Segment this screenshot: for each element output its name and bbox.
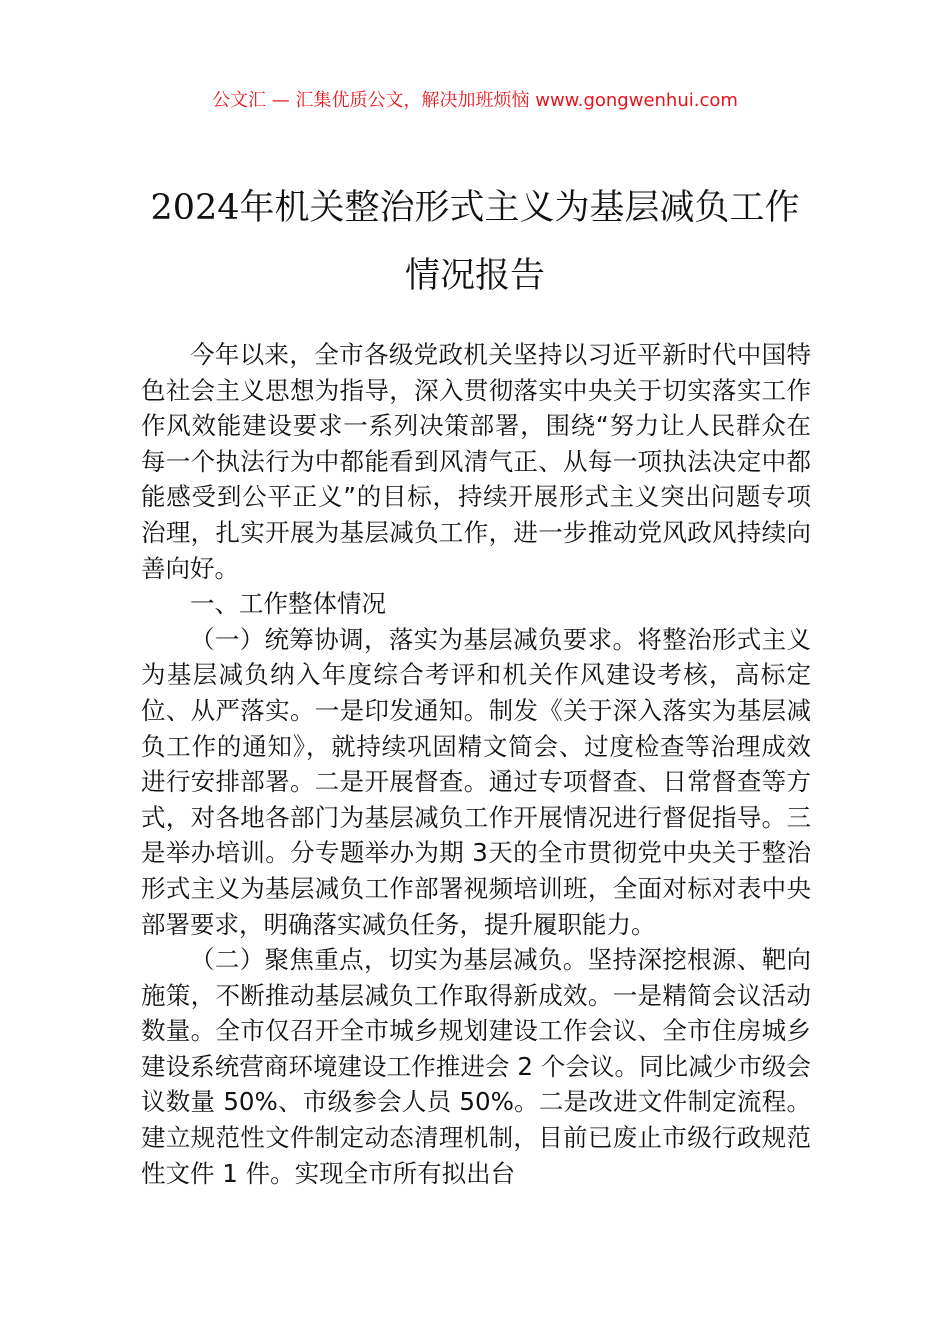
header-banner: 公文汇 — 汇集优质公文，解决加班烦恼 www.gongwenhui.com [212, 90, 738, 111]
subsection-paragraph-2: （二）聚焦重点，切实为基层减负。坚持深挖根源、靶向施策，不断推动基层减负工作取得新成效。一是精简会议活动数量。全市仅召开全市城乡规划建设工作会议、全市住房城乡建设系统营商环境建设工作推进会 2 个会议。同比减少市级会议数量 50%、市级参会人员 50%。二是改进文件制定流程。建立规范性文件制定动态清理机制，目前已废止市级行政规范性文件 1 件。实现全市所有拟出台 [141, 945, 811, 1188]
intro-paragraph: 今年以来，全市各级党政机关坚持以习近平新时代中国特色社会主义思想为指导，深入贯彻落实中央关于切实落实工作作风效能建设要求一系列决策部署，围绕“努力让人民群众在每一个执法行为中都能看到风清气正、从每一项执法决定中都能感受到公平正义”的目标，持续开展形式主义突出问题专项治理，扎实开展为基层减负工作，进一步推动党风政风持续向善向好。 [141, 340, 811, 583]
document-title-line-2: 情况报告 [404, 256, 545, 296]
subsection-paragraph-1: （一）统筹协调，落实为基层减负要求。将整治形式主义为基层减负纳入年度综合考评和机关作风建设考核，高标定位、从严落实。一是印发通知。制发《关于深入落实为基层减负工作的通知》，就持续巩固精文简会、过度检查等治理成效进行安排部署。二是开展督查。通过专项督查、日常督查等方式，对各地各部门为基层减负工作开展情况进行督促指导。三是举办培训。分专题举办为期 3天的全市贯彻党中央关于整治形式主义为基层减负工作部署视频培训班，全面对标对表中央部署要求，明确落实减负任务，提升履职能力。 [141, 624, 811, 939]
section-heading: 一、工作整体情况 [190, 589, 386, 619]
document-title-line-1: 2024年机关整治形式主义为基层减负工作 [150, 188, 800, 228]
document-body [141, 337, 811, 1191]
